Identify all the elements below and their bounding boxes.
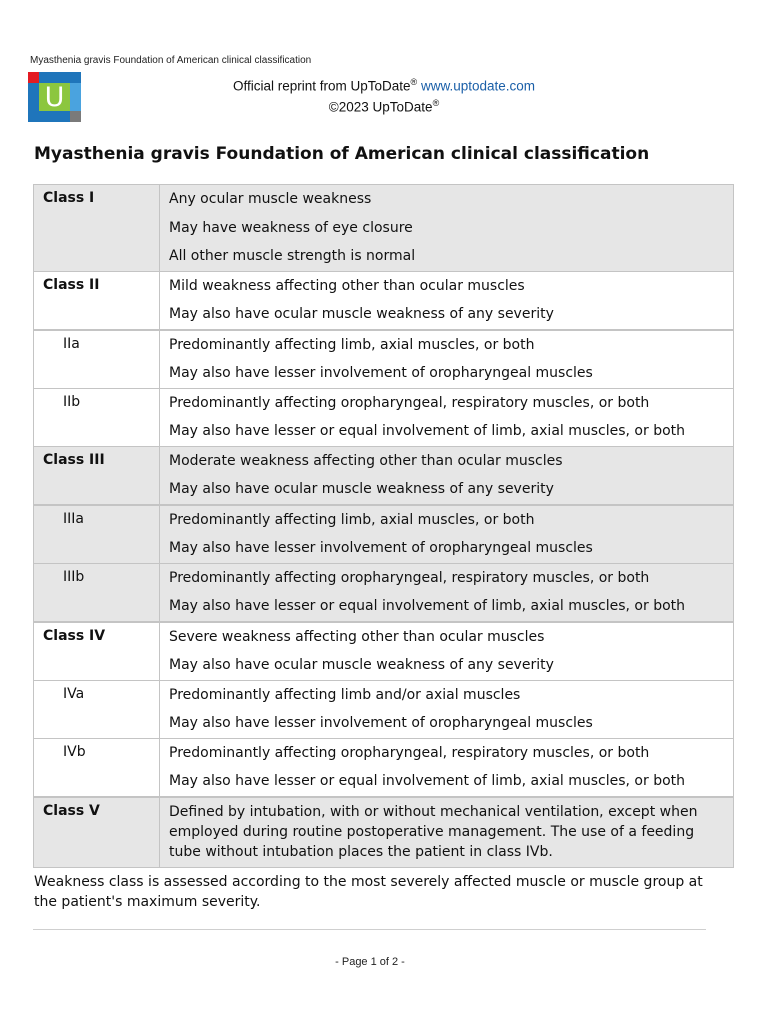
registered-mark: ® (432, 97, 440, 108)
classification-table (33, 184, 734, 868)
document-header-title: Myasthenia gravis Foundation of American clinical classification (30, 55, 312, 66)
class-label: Class IV (34, 622, 160, 681)
description-line: May also have lesser involvement of oropharyngeal muscles (169, 540, 593, 556)
class-description (160, 563, 734, 622)
footnote: Weakness class is assessed according to the most severely affected muscle or muscle group at the patient's maximum severity. (34, 874, 703, 910)
class-description (160, 797, 734, 868)
class-description (160, 505, 734, 564)
class-description (160, 271, 734, 330)
page-number: - Page 1 of 2 - (335, 956, 405, 968)
class-label: Class V (34, 797, 160, 868)
description-line: Predominantly affecting limb and/or axial muscles (169, 686, 521, 703)
subclass-label: IVb (34, 738, 160, 797)
reprint-notice (0, 74, 768, 115)
uptodate-link[interactable]: www.uptodate.com (420, 78, 536, 94)
table-row (34, 388, 734, 446)
description-line: All other muscle strength is normal (169, 248, 416, 264)
subclass-label: IIa (34, 330, 160, 389)
description-line: May also have lesser involvement of oropharyngeal muscles (169, 365, 593, 381)
class-description (160, 446, 734, 505)
description-line: Any ocular muscle weakness (169, 191, 372, 207)
description-line: May also have lesser or equal involvement of limb, axial muscles, or both (169, 773, 686, 789)
table-row (34, 563, 734, 622)
class-label: Class I (34, 185, 160, 272)
table-row (34, 330, 734, 389)
subclass-label: IIb (34, 388, 160, 446)
class-description (160, 388, 734, 446)
description-line: May also have lesser or equal involvement of limb, axial muscles, or both (169, 598, 686, 614)
registered-mark: ® (410, 77, 418, 87)
description-line: May also have lesser or equal involvement of limb, axial muscles, or both (169, 423, 686, 439)
table-row (34, 738, 734, 797)
table-row (34, 271, 734, 330)
description-line: Mild weakness affecting other than ocular muscles (169, 277, 525, 294)
class-description (160, 738, 734, 797)
description-line: Predominantly affecting limb, axial muscles, or both (169, 511, 535, 528)
table-row (34, 185, 734, 272)
description-line: May have weakness of eye closure (169, 219, 413, 236)
description-line: Predominantly affecting oropharyngeal, respiratory muscles, or both (169, 744, 650, 761)
description-line: Severe weakness affecting other than ocular muscles (169, 628, 545, 645)
table-row (34, 797, 734, 868)
subclass-label: IIIb (34, 563, 160, 622)
logo-letter: U (44, 82, 65, 113)
description-line: Moderate weakness affecting other than ocular muscles (169, 452, 563, 469)
class-description (160, 622, 734, 681)
page-title: Myasthenia gravis Foundation of American clinical classification (34, 144, 650, 164)
copyright-text: ©2023 UpToDate (328, 99, 433, 114)
class-description (160, 680, 734, 738)
class-label: Class II (34, 271, 160, 330)
subclass-label: IIIa (34, 505, 160, 564)
description-line: May also have ocular muscle weakness of any severity (169, 306, 554, 322)
class-description (160, 330, 734, 389)
table-row (34, 505, 734, 564)
description-line: Predominantly affecting limb, axial muscles, or both (169, 336, 535, 353)
class-label: Class III (34, 446, 160, 505)
description-line: May also have lesser involvement of oropharyngeal muscles (169, 715, 593, 731)
table-row (34, 680, 734, 738)
description-line: May also have ocular muscle weakness of any severity (169, 481, 554, 497)
divider (33, 929, 706, 930)
description-line: Predominantly affecting oropharyngeal, respiratory muscles, or both (169, 569, 650, 586)
description-line: Defined by intubation, with or without mechanical ventilation, except when employed during routine postoperative management. The use of a feeding tube without intubation places the patient in class IVb. (169, 803, 698, 860)
description-line: May also have ocular muscle weakness of any severity (169, 657, 554, 673)
subclass-label: IVa (34, 680, 160, 738)
class-description (160, 185, 734, 272)
reprint-text: Official reprint from UpToDate (232, 78, 411, 94)
table-row (34, 622, 734, 681)
table-row (34, 446, 734, 505)
description-line: Predominantly affecting oropharyngeal, respiratory muscles, or both (169, 394, 650, 411)
